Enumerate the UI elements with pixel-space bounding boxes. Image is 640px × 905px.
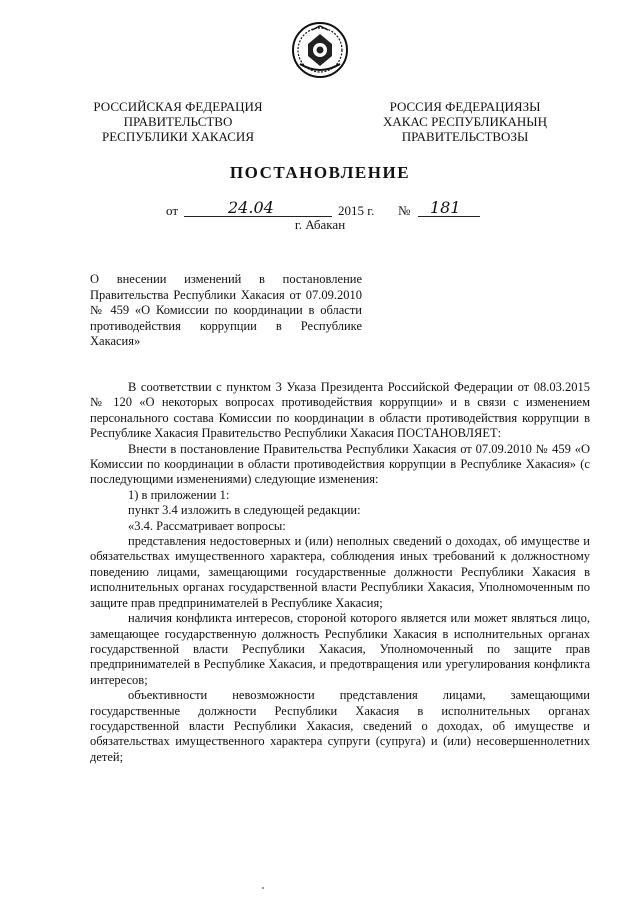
date-year: 2015 г.: [338, 203, 375, 218]
number-sign: №: [398, 203, 411, 218]
body-paragraph: Внести в постановление Правительства Республики Хакасия от 07.09.2010 № 459 «О Комиссии по координации в области противодействия коррупции в Республике Хакасия» (с последующими изменениями) следующие изменения:: [90, 441, 590, 487]
document-title: ПОСТАНОВЛЕНИЕ: [229, 163, 411, 182]
city-name: г. Абакан: [294, 217, 346, 232]
header-right-line-2: ХАКАС РЕСПУБЛИКАНЫҢ: [382, 114, 548, 129]
header-right-khakas: [360, 99, 570, 144]
body-paragraph: наличия конфликта интересов, стороной которого является или может являться лицо, замещающее государственную должность Республики Хакасия в исполнительных органах государственной власти Республики Хакасия, Уполномоченный по защите прав предпринимателей в Республике Хакасия, и предотвращения или урегулирования конфликта интересов;: [90, 611, 590, 687]
document-body: [90, 380, 590, 765]
coat-of-arms-emblem: [290, 20, 350, 80]
date-prefix: от: [166, 203, 179, 218]
header-left-russian: [78, 99, 278, 144]
header-right-line-3: ПРАВИТЕЛЬСТВОЗЫ: [401, 129, 529, 144]
scan-speck: [262, 887, 264, 889]
header-left-line-3: РЕСПУБЛИКИ ХАКАСИЯ: [101, 129, 254, 144]
body-paragraph: представления недостоверных и (или) неполных сведений о доходах, об имуществе и обязательствах имущественного характера, соблюдения иных требований к должностному поведению лицами, замещающими государственные должности Республики Хакасия в исполнительных органах государственной власти Республики Хакасия, Уполномоченным по защите прав предпринимателей в Республике Хакасия;: [90, 534, 590, 610]
header-right-line-1: РОССИЯ ФЕДЕРАЦИЯЗЫ: [389, 99, 541, 114]
document-subject: О внесении изменений в постановление Правительства Республики Хакасия от 07.09.2010 № 459 «О Комиссии по координации в области противодействия коррупции в Республике Хакасия»: [90, 272, 362, 348]
handwritten-number: 181: [430, 198, 461, 217]
body-paragraph: 1) в приложении 1:: [128, 487, 230, 502]
header-left-line-2: ПРАВИТЕЛЬСТВО: [123, 114, 233, 129]
header-left-line-1: РОССИЙСКАЯ ФЕДЕРАЦИЯ: [93, 99, 263, 114]
body-paragraph: объективности невозможности представления лицами, замещающими государственные должности Республики Хакасия в исполнительных органах государственной власти Республики Хакасия, сведений о доходах, об имуществе и обязательствах имущественного характера супруги (супруга) и (или) несовершеннолетних детей;: [90, 688, 590, 764]
body-paragraph: «3.4. Рассматривает вопросы:: [128, 518, 286, 533]
body-paragraph: В соответствии с пунктом 3 Указа Президента Российской Федерации от 08.03.2015 № 120 «О некоторых вопросах противодействия коррупции» и в связи с изменением персонального состава Комиссии по координации в области противодействия коррупции в Республике Хакасия Правительство Республики Хакасия ПОСТАНОВЛЯЕТ:: [90, 380, 590, 441]
body-paragraph: пункт 3.4 изложить в следующей редакции:: [128, 503, 361, 518]
handwritten-date: 24.04: [228, 198, 274, 217]
